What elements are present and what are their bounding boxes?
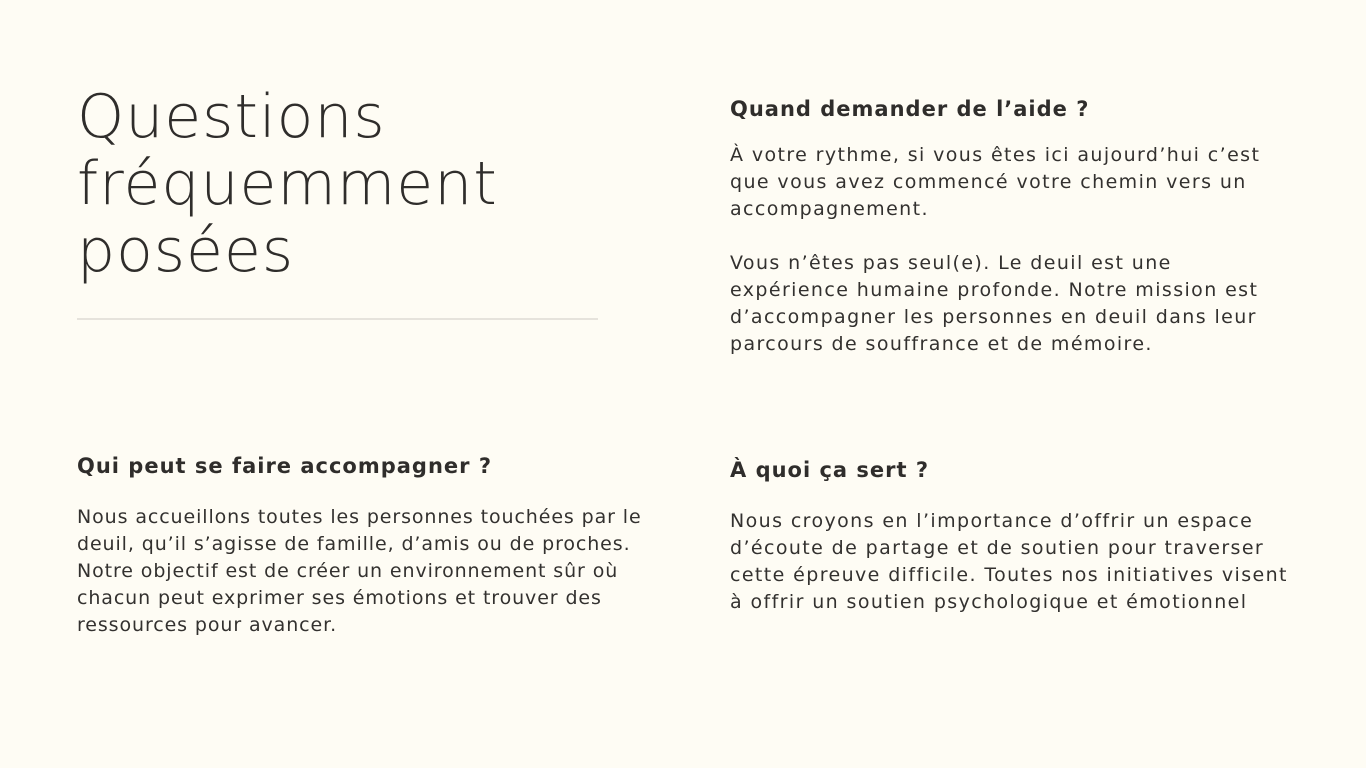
faq-item-when-to-ask-help	[730, 95, 1290, 358]
page-title-line-2: fréquemment	[77, 149, 498, 219]
faq-answer-paragraph: Vous n’êtes pas seul(e). Le deuil est une expérience humaine profonde. Notre mission est d’accompagner les personnes en deuil dans leur parcours de souffrance et de mémoire.	[730, 252, 1259, 355]
faq-question: Quand demander de l’aide ?	[730, 97, 1090, 121]
page-title	[77, 84, 657, 285]
faq-item-who-can-be-accompanied	[77, 452, 657, 639]
faq-question: À quoi ça sert ?	[730, 458, 930, 482]
faq-answer-paragraph: À votre rythme, si vous êtes ici aujourd’hui c’est que vous avez commencé votre chemin vers un accompagnement.	[730, 144, 1261, 220]
faq-answer-paragraph: Nous croyons en l’importance d’offrir un espace d’écoute de partage et de soutien pour traverser cette épreuve difficile. Toutes nos initiatives visent à offrir un soutien psychologique et émotionnel	[730, 510, 1288, 613]
faq-answer-paragraph: Nous accueillons toutes les personnes touchées par le deuil, qu’il s’agisse de famille, d’amis ou de proches. Notre objectif est de créer un environnement sûr où chacun peut exprimer ses émotions et trouver des ressources pour avancer.	[77, 506, 642, 636]
faq-item-what-is-it-for	[730, 456, 1290, 616]
page-title-line-1: Questions	[77, 82, 386, 152]
page-title-line-3: posées	[77, 216, 295, 286]
title-divider	[77, 318, 598, 320]
faq-question: Qui peut se faire accompagner ?	[77, 454, 493, 478]
